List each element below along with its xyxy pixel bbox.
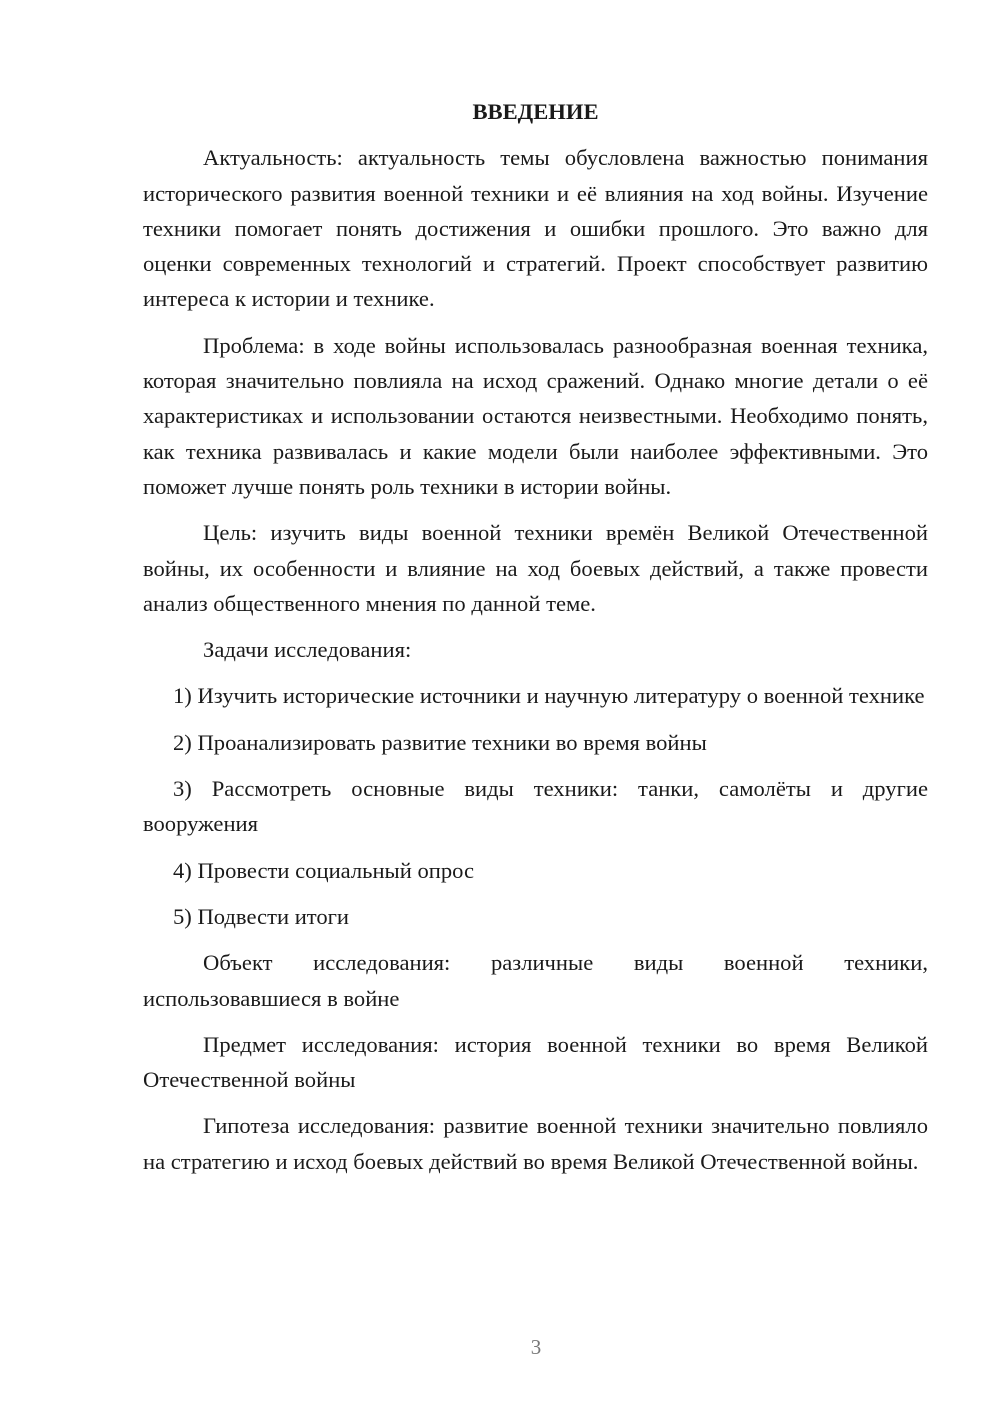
- page-title: ВВЕДЕНИЕ: [472, 99, 599, 124]
- paragraph-subject: Предмет исследования: история военной техники во время Великой Отечественной войны: [143, 1031, 928, 1093]
- page-number: 3: [530, 1335, 542, 1359]
- task-item-5: 5) Подвести итоги: [173, 903, 350, 929]
- task-item-4: 4) Провести социальный опрос: [173, 857, 475, 883]
- paragraph-object: Объект исследования: различные виды военной техники, использовавшиеся в войне: [143, 950, 928, 1011]
- paragraph-hypothesis: Гипотеза исследования: развитие военной техники значительно повлияло на стратегию и исход боевых действий во время Великой Отечественной войны.: [143, 1113, 928, 1174]
- paragraph-relevance: Актуальность: актуальность темы обусловлена важностью понимания исторического развития военной техники и её влияния на ход войны. Изучение техники помогает понять достижения и ошибки прошлого. Это важно для оценки современных технологий и стратегий. Проект способствует развитию интереса к истории и технике.: [143, 145, 928, 312]
- page-content: [143, 94, 928, 1190]
- paragraph-problem: Проблема: в ходе войны использовалась разнообразная военная техника, которая значительно повлияла на исход сражений. Однако многие детали о её характеристиках и использовании остаются неизвестными. Необходимо понять, как техника развивалась и какие модели были наиболее эффективными. Это поможет лучше понять роль техники в истории войны.: [143, 332, 928, 499]
- task-item-2: 2) Проанализировать развитие техники во время войны: [173, 729, 707, 755]
- task-item-3: 3) Рассмотреть основные виды техники: танки, самолёты и другие вооружения: [143, 776, 928, 837]
- tasks-heading: Задачи исследования:: [203, 637, 412, 663]
- paragraph-goal: Цель: изучить виды военной техники времён Великой Отечественной войны, их особенности и влияние на ход боевых действий, а также провести анализ общественного мнения по данной теме.: [143, 520, 928, 616]
- task-item-1: 1) Изучить исторические источники и научную литературу о военной технике: [173, 683, 925, 709]
